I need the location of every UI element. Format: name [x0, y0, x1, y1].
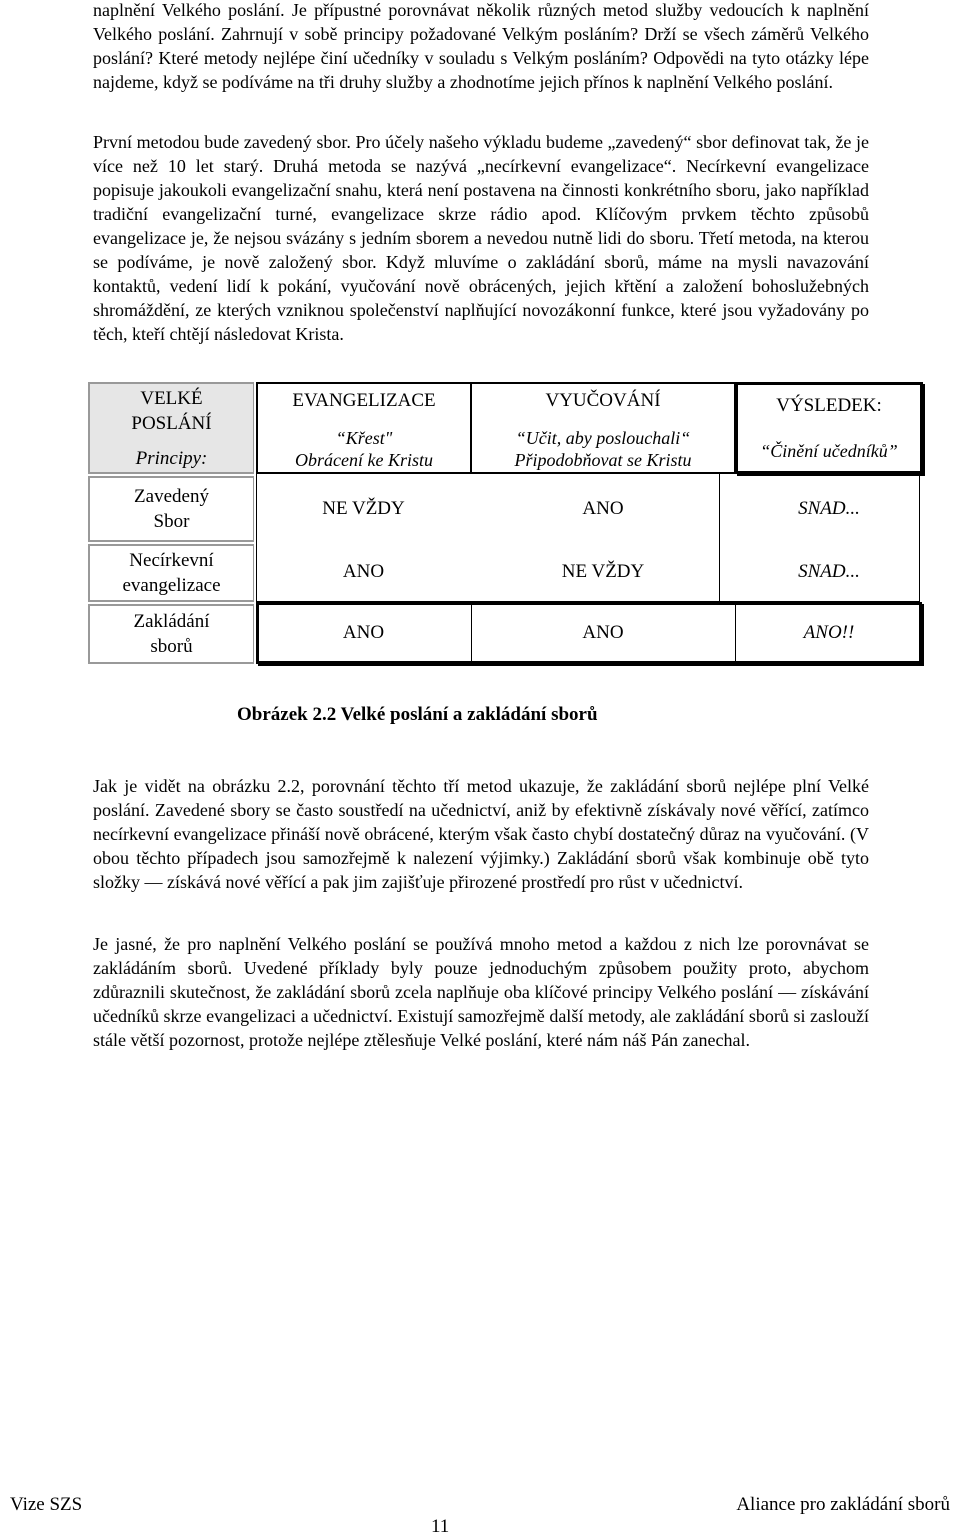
header-evangelizace-sub1: “Křest" [335, 428, 393, 448]
header-evangelizace [256, 382, 471, 474]
cell-r2-vyucovani: NE VŽDY [561, 561, 645, 582]
header-evangelizace-sub2: Obrácení ke Kristu [295, 450, 433, 470]
footer-left: Vize SZS [10, 1494, 83, 1515]
paragraph-4: Je jasné, že pro naplnění Velkého poslání se používá mnoho metod a každou z nich lze porovnávat se zakládáním sborů. Uvedené příklady byly pouze jednoduchým způsobem použity proto, abychom zdůraznili skutečnost, že zakládání sborů zcela naplňuje oba klíčové principy Velkého poslání — získávání učedníků skrze evangelizaci a učednictví. Existují samozřejmě další metody, ale zakládání sborů si zaslouží stále větší pozornost, protože nejlépe ztělesňuje Velké poslání, které nám náš Pán zanechal. [93, 934, 869, 1050]
figure-caption: Obrázek 2.2 Velké poslání a zakládání sborů [237, 704, 598, 725]
great-commission-diagram [88, 382, 924, 666]
cell-r1-vyucovani: ANO [582, 498, 624, 519]
page-number: 11 [431, 1516, 450, 1537]
paragraph-3: Jak je vidět na obrázku 2.2, porovnání těchto tří metod ukazuje, že zakládání sborů nejlépe plní Velké poslání. Zavedené sbory se často soustředí na učednictví, aniž by efektivně získávaly nové věřící, zatímco necírkevní evangelizace přináší nově obrácené, kterým však často chybí dostatečný důraz na vyučování. (V obou těchto případech jsou samozřejmě k nalezení výjimky.) Zakládání sborů však kombinuje obě tyto složky — získává nové věřící a pak jim zajišťuje přirozené prostředí pro růst v učednictví. [93, 776, 869, 892]
row-label-3 [88, 604, 254, 664]
paragraph-1: naplnění Velkého poslání. Je přípustné porovnávat několik různých metod služby vedoucích k naplnění Velkého poslání. Zahrnují v sobě principy požadované Velkým posláním? Drží se všech záměrů Velkého poslání? Které metody nejlépe činí učedníky v souladu s Velkým posláním? Odpovědi na tyto otázky lépe najdeme, když se podíváme na tři druhy služby a zhodnotíme jejich přínos k naplnění Velkého poslání. [93, 0, 869, 92]
row3-label-line2: sborů [150, 636, 193, 657]
paragraph-2: První metodou bude zavedený sbor. Pro účely našeho výkladu budeme „zavedený“ sbor definovat tak, že je více než 10 let starý. Druhá metoda se nazývá „necírkevní evangelizace“. Necírkevní evangelizace popisuje jakoukoli evangelizační snahu, která není postavena na činnosti konkrétního sboru, jako například tradiční evangelizační turné, evangelizace skrze rádio apod. Klíčovým prvkem těchto způsobů evangelizace je, že nejsou svázány s jedním sborem a nevedou nutně lidi do sboru. Třetí metoda, na kterou se podíváme, je nově založený sbor. Když mluvíme o zakládání sborů, máme na mysli navazování kontaktů, vedení lidí k pokání, vyučování nově obrácených, jejich křtění a založení bohoslužebných shromáždění, ze kterých vzniknou společenství naplňující novozákonní funkce, které jsou vyžadovány po těch, kteří chtějí následovat Krista. [93, 132, 869, 344]
header-vyucovani [471, 382, 735, 474]
row1-label-line1: Zavedený [134, 486, 209, 507]
header-vyucovani-title: VYUČOVÁNÍ [545, 390, 661, 411]
row2-label-line2: evangelizace [122, 575, 221, 596]
row-label-1 [88, 476, 254, 542]
row1-label-line2: Sbor [153, 511, 190, 532]
header-vysledek-title: VÝSLEDEK: [776, 395, 882, 416]
cell-r1-vysledek: SNAD... [798, 498, 860, 519]
header-vyucovani-sub1: “Učit, aby poslouchali“ [515, 428, 691, 448]
row-label-2 [88, 544, 254, 602]
header-vysledek-sub1: “Činění učedníků” [760, 441, 898, 461]
cell-r2-vysledek: SNAD... [798, 561, 860, 582]
row2-label-line1: Necírkevní [129, 550, 214, 571]
corner-cell [88, 382, 254, 474]
corner-line2: POSLÁNÍ [131, 412, 212, 434]
header-vysledek [735, 382, 923, 474]
cell-r3-evangelizace: ANO [342, 622, 385, 643]
cell-r2-evangelizace: ANO [342, 561, 385, 582]
corner-line3: Principy: [135, 447, 208, 469]
corner-line1: VELKÉ [140, 387, 203, 409]
cell-r3-vysledek: ANO!! [803, 622, 855, 643]
footer-right: Aliance pro zakládání sborů [736, 1494, 950, 1515]
cell-r3-vyucovani: ANO [582, 622, 624, 643]
row3-label-line1: Zakládání [133, 611, 210, 632]
header-evangelizace-title: EVANGELIZACE [292, 390, 436, 411]
header-vyucovani-sub2: Připodobňovat se Kristu [514, 450, 692, 470]
cell-r1-evangelizace: NE VŽDY [322, 498, 405, 519]
